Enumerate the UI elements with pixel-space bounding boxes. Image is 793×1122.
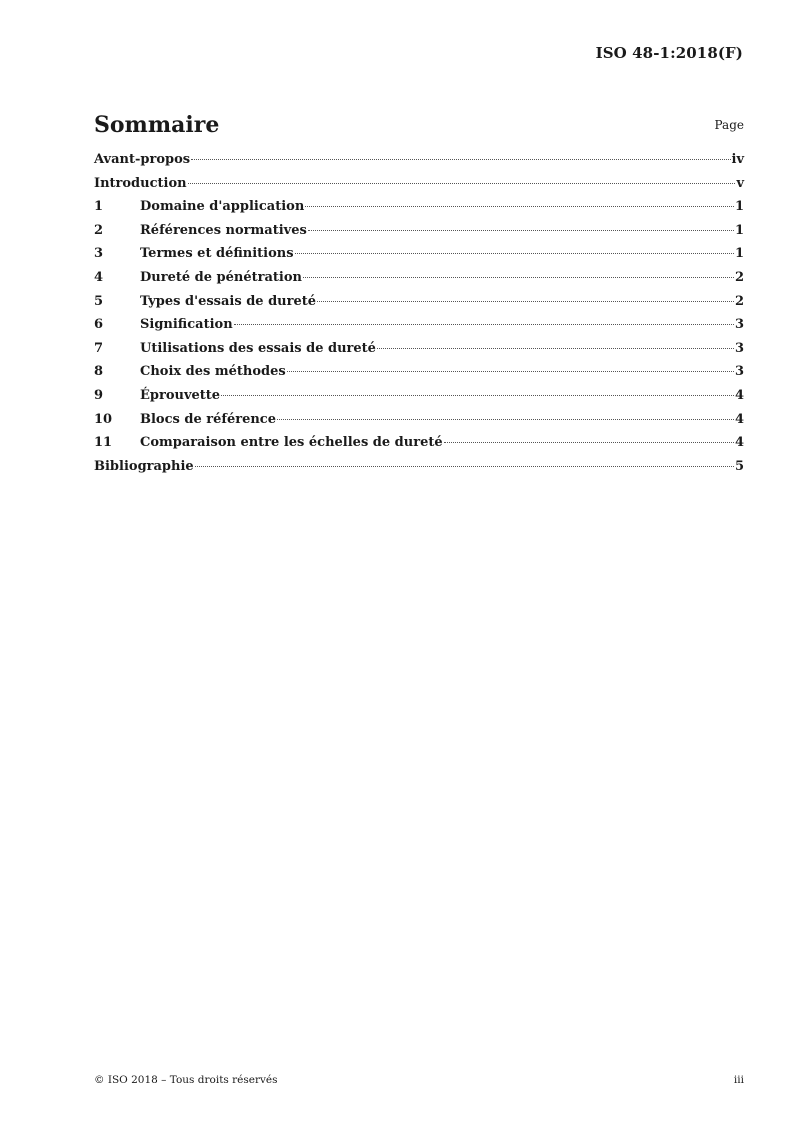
toc-entry-number: 11 <box>94 435 113 451</box>
toc-entry-label: Choix des méthodes <box>140 364 286 380</box>
toc-entry-11[interactable] <box>94 435 744 459</box>
page-column-label: Page <box>714 118 744 132</box>
toc-entry-7[interactable] <box>94 341 744 365</box>
table-of-contents <box>94 152 744 482</box>
toc-entry-label: Comparaison entre les échelles de dureté <box>140 435 443 451</box>
toc-header <box>94 110 744 140</box>
copyright-notice: © ISO 2018 – Tous droits réservés <box>94 1074 278 1086</box>
toc-entry-number: 2 <box>94 222 104 238</box>
toc-entry-page: 1 <box>734 199 744 215</box>
toc-entry-page: 4 <box>734 411 744 427</box>
toc-entry-8[interactable] <box>94 364 744 388</box>
toc-entry-page: 1 <box>734 222 744 238</box>
toc-entry-introduction[interactable] <box>94 176 744 200</box>
document-id: ISO 48-1:2018(F) <box>595 44 743 62</box>
toc-entry-label: Termes et définitions <box>140 246 294 262</box>
toc-entry-number: 7 <box>94 340 104 356</box>
toc-entry-page: 3 <box>734 317 744 333</box>
toc-entry-page: 3 <box>734 340 744 356</box>
toc-entry-page: 3 <box>734 364 744 380</box>
toc-entry-label: Références normatives <box>140 222 307 238</box>
toc-entry-10[interactable] <box>94 412 744 436</box>
toc-entry-page: 4 <box>734 387 744 403</box>
dot-leader <box>191 159 730 160</box>
dot-leader <box>234 324 734 325</box>
toc-entry-2[interactable] <box>94 223 744 247</box>
toc-entry-number: 4 <box>94 269 104 285</box>
dot-leader <box>308 230 734 231</box>
dot-leader <box>277 419 734 420</box>
toc-entry-number: 6 <box>94 317 104 333</box>
dot-leader <box>295 253 734 254</box>
toc-entry-number: 8 <box>94 364 104 380</box>
toc-entry-bibliographie[interactable] <box>94 459 744 483</box>
dot-leader <box>444 442 734 443</box>
toc-entry-number: 10 <box>94 411 113 427</box>
toc-entry-9[interactable] <box>94 388 744 412</box>
dot-leader <box>188 183 736 184</box>
toc-entry-page: 2 <box>734 269 744 285</box>
toc-entry-page: 5 <box>734 458 744 474</box>
toc-entry-1[interactable] <box>94 199 744 223</box>
toc-entry-label: Avant-propos <box>94 152 191 167</box>
toc-entry-label: Éprouvette <box>140 387 221 403</box>
toc-entry-page: iv <box>731 152 744 167</box>
dot-leader <box>195 466 734 467</box>
toc-entry-4[interactable] <box>94 270 744 294</box>
toc-entry-label: Introduction <box>94 175 187 191</box>
toc-entry-3[interactable] <box>94 246 744 270</box>
toc-entry-label: Signification <box>140 317 233 333</box>
dot-leader <box>305 206 734 207</box>
page-title: Sommaire <box>94 112 220 138</box>
toc-entry-label: Utilisations des essais de dureté <box>140 340 376 356</box>
toc-entry-number: 5 <box>94 293 104 309</box>
dot-leader <box>317 301 734 302</box>
toc-entry-label: Blocs de référence <box>140 411 276 427</box>
toc-entry-label: Bibliographie <box>94 458 194 474</box>
toc-entry-number: 1 <box>94 199 104 215</box>
toc-entry-page: 4 <box>734 435 744 451</box>
toc-entry-number: 3 <box>94 246 104 262</box>
toc-entry-label: Domaine d'application <box>140 199 305 215</box>
dot-leader <box>287 371 734 372</box>
page-number: iii <box>733 1074 744 1086</box>
toc-entry-page: 2 <box>734 293 744 309</box>
toc-entry-page: 1 <box>734 246 744 262</box>
toc-entry-avant-propos[interactable] <box>94 152 744 176</box>
toc-entry-5[interactable] <box>94 294 744 318</box>
dot-leader <box>221 395 734 396</box>
toc-entry-page: v <box>736 175 744 191</box>
toc-entry-number: 9 <box>94 387 104 403</box>
dot-leader <box>377 348 734 349</box>
toc-entry-label: Types d'essais de dureté <box>140 293 317 309</box>
toc-entry-6[interactable] <box>94 317 744 341</box>
dot-leader <box>303 277 734 278</box>
toc-entry-label: Dureté de pénétration <box>140 269 302 285</box>
